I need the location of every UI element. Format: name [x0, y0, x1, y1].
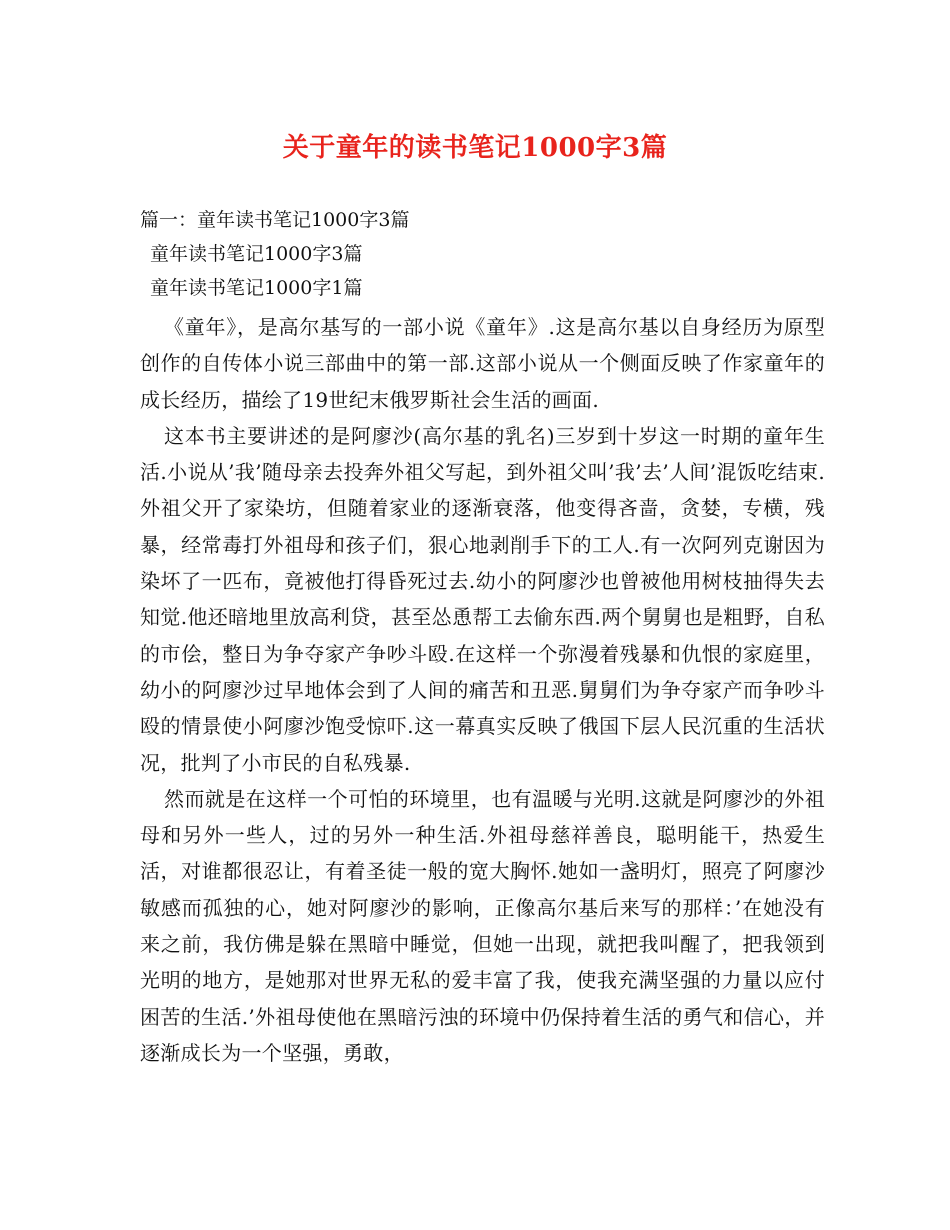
- subhead-toc-item: 童年读书笔记1000字3篇: [150, 243, 363, 265]
- paragraph: 这本书主要讲述的是阿廖沙(高尔基的乳名)三岁到十岁这一时期的童年生活.小说从’我’随母亲去投奔外祖父写起，到外祖父叫’我’去’人间’混饭吃结束.外祖父开了家染坊，但随着家业的逐渐衰落，他变得吝啬，贪婪，专横，残暴，经常毒打外祖母和孩子们，狠心地剥削手下的工人.有一次阿列克谢因为染坏了一匹布，竟被他打得昏死过去.幼小的阿廖沙也曾被他用树枝抽得失去知觉.他还暗地里放高利贷，甚至怂恿帮工去偷东西.两个舅舅也是粗野，自私的市侩，整日为争夺家产争吵斗殴.在这样一个弥漫着残暴和仇恨的家庭里，幼小的阿廖沙过早地体会到了人间的痛苦和丑恶.舅舅们为争夺家产而争吵斗殴的情景使小阿廖沙饱受惊吓.这一幕真实反映了俄国下层人民沉重的生活状况，批判了小市民的自私残暴.: [140, 423, 825, 775]
- document-title: 关于童年的读书笔记1000字3篇: [282, 133, 668, 163]
- body-text: [140, 309, 825, 1071]
- subhead-toc-item: 童年读书笔记1000字1篇: [150, 277, 363, 299]
- subhead-list: [140, 203, 840, 305]
- paragraph: 然而就是在这样一个可怕的环境里，也有温暖与光明.这就是阿廖沙的外祖母和另外一些人，过的另外一种生活.外祖母慈祥善良，聪明能干，热爱生活，对谁都很忍让，有着圣徒一般的宽大胸怀.她如一盏明灯，照亮了阿廖沙敏感而孤独的心，她对阿廖沙的影响，正像高尔基后来写的那样：’在她没有来之前，我仿佛是躲在黑暗中睡觉，但她一出现，就把我叫醒了，把我领到光明的地方，是她那对世界无私的爱丰富了我，使我充满坚强的力量以应付困苦的生活.’外祖母使他在黑暗污浊的环境中仍保持着生活的勇气和信心，并逐渐成长为一个坚强，勇敢，: [140, 786, 825, 1065]
- paragraph: 《童年》，是高尔基写的一部小说《童年》.这是高尔基以自身经历为原型创作的自传体小说三部曲中的第一部.这部小说从一个侧面反映了作家童年的成长经历，描绘了19世纪末俄罗斯社会生活的画面.: [140, 315, 825, 412]
- subhead-chapter: 篇一：童年读书笔记1000字3篇: [140, 209, 410, 231]
